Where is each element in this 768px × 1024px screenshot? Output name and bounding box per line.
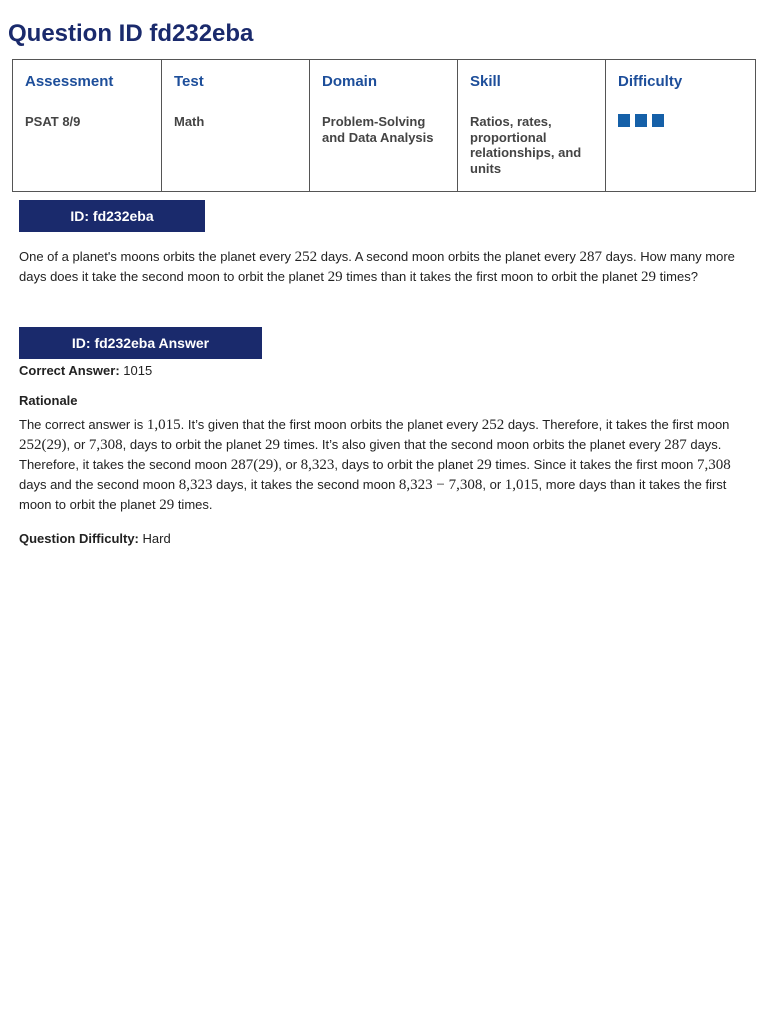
domain-value: Problem-Solving and Data Analysis: [322, 114, 434, 145]
rationale-math: 8,323: [178, 477, 213, 493]
stem-text: days. A second moon orbits the planet every: [317, 249, 580, 264]
assessment-value: PSAT 8/9: [25, 114, 81, 129]
rationale-math: 287(29): [230, 457, 279, 473]
rationale-text: , more days than it takes the first moon to orbit the planet: [19, 477, 727, 512]
question-difficulty-value: Hard: [138, 531, 171, 546]
rationale-text: days and the second moon: [19, 477, 179, 492]
rationale-math: 7,308: [696, 457, 731, 473]
rationale-heading: Rationale: [19, 393, 78, 408]
meta-cell-test: [162, 60, 310, 192]
rationale-math: 7,308: [88, 437, 123, 453]
skill-value: Ratios, rates, proportional relationships, and units: [470, 114, 582, 176]
rationale-math: 1,015: [146, 417, 181, 433]
meta-cell-difficulty: [606, 60, 756, 192]
difficulty-indicator: [618, 114, 743, 127]
meta-cell-assessment: [13, 60, 162, 192]
correct-answer-line: [19, 361, 747, 380]
stem-text: One of a planet's moons orbits the planet every: [19, 249, 295, 264]
question-meta-table: [12, 59, 756, 192]
question-difficulty-label: Question Difficulty:: [19, 531, 139, 546]
rationale-text: times. It’s also given that the second moon orbits the planet every: [280, 437, 665, 452]
rationale-text: The correct answer is: [19, 417, 147, 432]
question-stem: [19, 247, 747, 287]
rationale-body: [19, 415, 747, 515]
rationale-math: 252: [481, 417, 505, 433]
rationale-text: days. Therefore, it takes the first moon: [504, 417, 730, 432]
difficulty-header: Difficulty: [618, 73, 683, 90]
rationale-math: 287: [664, 437, 687, 453]
difficulty-bar: [652, 114, 664, 127]
answer-id-banner: ID: fd232eba Answer: [19, 327, 262, 359]
difficulty-bar: [635, 114, 647, 127]
meta-row: [13, 60, 756, 192]
rationale-math: 1,015: [504, 477, 539, 493]
rationale-math: 29: [265, 437, 281, 453]
rationale-text: times.: [174, 497, 213, 512]
assessment-header: Assessment: [25, 73, 114, 90]
question-id-banner: ID: fd232eba: [19, 200, 205, 232]
stem-text: days. How many more days does it take the second moon to orbit the planet: [19, 249, 735, 284]
meta-cell-skill: [458, 60, 606, 192]
rationale-text: days. Therefore, it takes the second moon: [19, 437, 722, 472]
stem-text: times?: [656, 269, 698, 284]
rationale-math: 8,323: [300, 457, 335, 473]
stem-math: 252: [294, 249, 318, 265]
rationale-text: , or: [278, 457, 301, 472]
rationale-text: , days to orbit the planet: [122, 437, 266, 452]
rationale-text: days, it takes the second moon: [212, 477, 399, 492]
meta-cell-domain: [310, 60, 458, 192]
test-value: Math: [174, 114, 205, 129]
rationale-text: , or: [482, 477, 505, 492]
question-difficulty-line: [19, 529, 747, 548]
stem-math: 29: [327, 269, 343, 285]
rationale-text: . It’s given that the first moon orbits the planet every: [180, 417, 482, 432]
domain-header: Domain: [322, 73, 378, 90]
stem-math: 29: [641, 269, 657, 285]
rationale-text: , days to orbit the planet: [334, 457, 477, 472]
difficulty-bar: [618, 114, 630, 127]
correct-answer-value: 1015: [119, 363, 153, 378]
rationale-text: , or: [66, 437, 89, 452]
rationale-text: times. Since it takes the first moon: [491, 457, 697, 472]
rationale-math: 29: [476, 457, 492, 473]
rationale-math: 8,323 − 7,308: [398, 477, 483, 493]
rationale-math: 252(29): [19, 437, 67, 453]
skill-header: Skill: [470, 73, 501, 90]
page-title: Question ID fd232eba: [8, 20, 254, 47]
rationale-math: 29: [159, 497, 175, 513]
stem-math: 287: [579, 249, 602, 265]
stem-text: times than it takes the first moon to orbit the planet: [342, 269, 642, 284]
test-header: Test: [174, 73, 204, 90]
correct-answer-label: Correct Answer:: [19, 363, 120, 378]
